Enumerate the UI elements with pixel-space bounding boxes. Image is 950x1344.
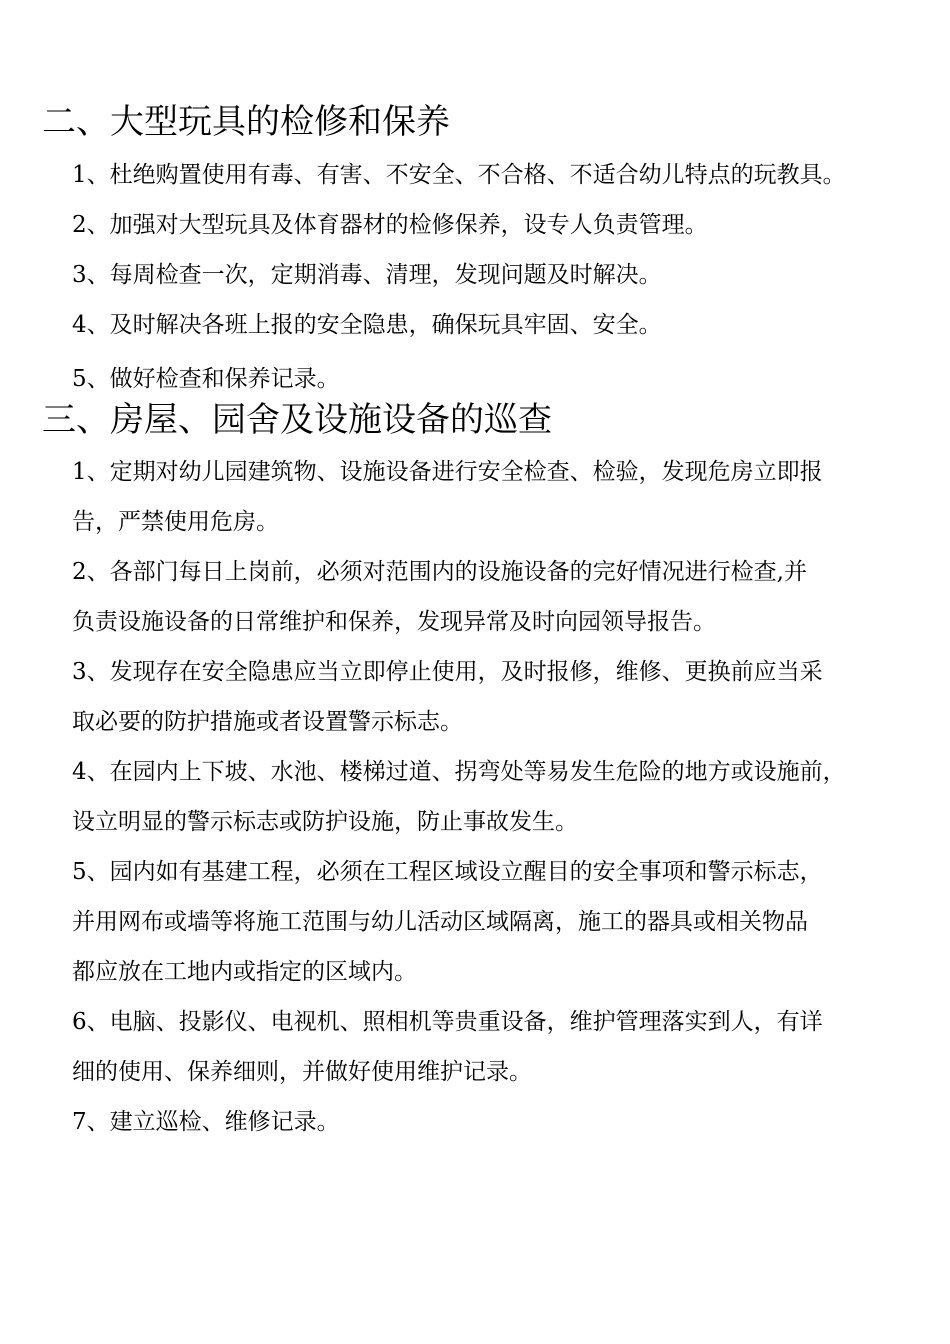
item-text-line: 6、电脑、投影仪、电视机、照相机等贵重设备，维护管理落实到人，有详 [72, 1009, 823, 1035]
item-text-line: 1、定期对幼儿园建筑物、设施设备进行安全检查、检验，发现危房立即报 [72, 459, 823, 485]
item-text-line: 都应放在工地内或指定的区域内。 [72, 959, 417, 985]
item-text-line: 细的使用、保养细则，并做好使用维护记录。 [72, 1059, 532, 1085]
item-text-line: 7、建立巡检、维修记录。 [72, 1109, 340, 1135]
section-3-item-4 [72, 747, 922, 847]
item-text-line: 并用网布或墙等将施工范围与幼儿活动区域隔离，施工的器具或相关物品 [72, 909, 808, 935]
item-text-line: 负责设施设备的日常维护和保养，发现异常及时向园领导报告。 [72, 609, 716, 635]
item-text-line: 3、发现存在安全隐患应当立即停止使用，及时报修，维修、更换前应当采 [72, 659, 823, 685]
item-text-line: 设立明显的警示标志或防护设施，防止事故发生。 [72, 809, 578, 835]
section-2-item-2 [72, 200, 922, 250]
section-2-heading: 二、大型玩具的检修和保养 [42, 102, 450, 142]
item-text-line: 4、在园内上下坡、水池、楼梯过道、拐弯处等易发生危险的地方或设施前， [72, 759, 846, 785]
item-text-line: 1、杜绝购置使用有毒、有害、不安全、不合格、不适合幼儿特点的玩教具。 [72, 162, 846, 188]
section-2-item-5 [72, 354, 922, 404]
item-text-line: 5、园内如有基建工程，必须在工程区域设立醒目的安全事项和警示标志， [72, 859, 823, 885]
item-text-line: 4、及时解决各班上报的安全隐患，确保玩具牢固、安全。 [72, 312, 662, 338]
section-3-heading: 三、房屋、园舍及设施设备的巡查 [42, 400, 552, 440]
section-2-item-1 [72, 150, 922, 200]
section-2-item-4 [72, 300, 922, 350]
item-text-line: 取必要的防护措施或者设置警示标志。 [72, 709, 463, 735]
item-text-line: 5、做好检查和保养记录。 [72, 366, 340, 392]
section-3-item-2 [72, 547, 922, 647]
item-text-line: 3、每周检查一次，定期消毒、清理，发现问题及时解决。 [72, 262, 662, 288]
item-text-line: 告，严禁使用危房。 [72, 509, 279, 535]
section-2-item-3 [72, 250, 922, 300]
item-text-line: 2、加强对大型玩具及体育器材的检修保养，设专人负责管理。 [72, 212, 708, 238]
item-text-line: 2、各部门每日上岗前，必须对范围内的设施设备的完好情况进行检查,并 [72, 559, 807, 585]
section-3-item-7 [72, 1097, 922, 1147]
section-3-item-5 [72, 847, 922, 997]
section-3-item-3 [72, 647, 922, 747]
section-3-item-1 [72, 447, 922, 547]
section-3-item-6 [72, 997, 922, 1097]
